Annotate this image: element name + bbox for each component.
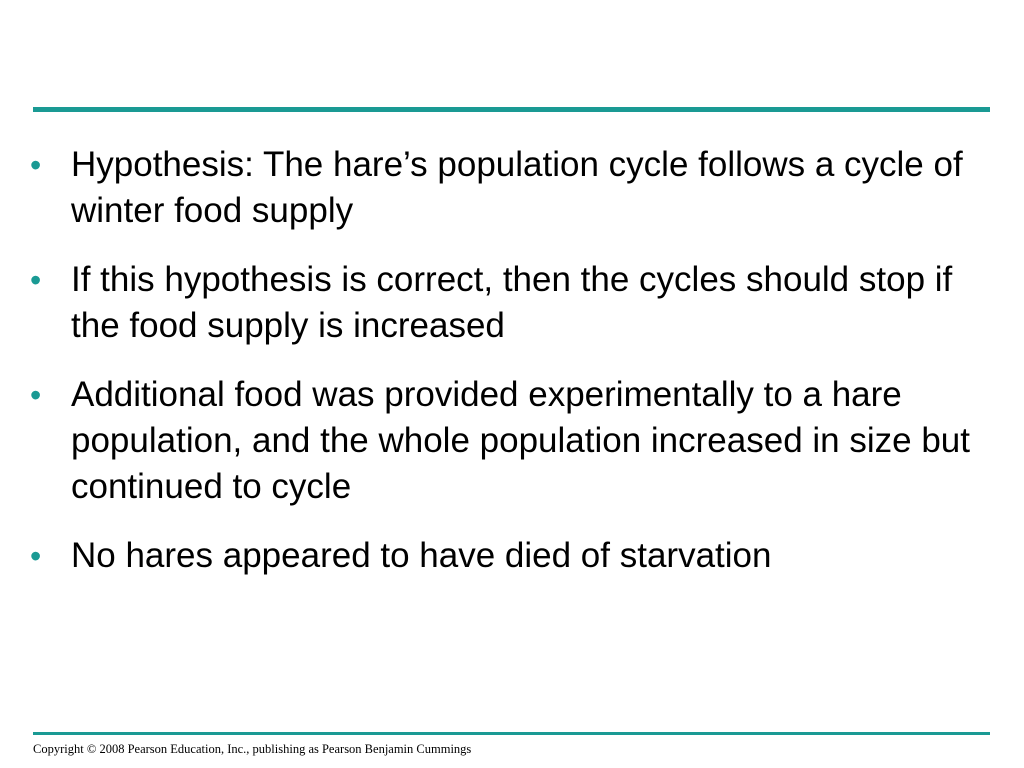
bullet-icon: • [30,377,42,413]
top-divider [33,107,990,112]
bullet-text: Additional food was provided experimentally to a hare population, and the whole population increased in size but continued to cycle [71,375,970,506]
bullet-item [30,142,990,234]
bullet-icon: • [30,538,42,574]
bottom-divider [33,732,990,735]
bullet-item [30,257,990,349]
bullet-text: No hares appeared to have died of starvation [71,536,772,575]
bullet-list [30,142,990,602]
bullet-text: If this hypothesis is correct, then the cycles should stop if the food supply is increased [71,260,953,345]
bullet-text: Hypothesis: The hare’s population cycle follows a cycle of winter food supply [71,145,963,230]
bullet-icon: • [30,262,42,298]
bullet-icon: • [30,147,42,183]
bullet-item [30,533,990,579]
bullet-item [30,372,990,510]
copyright-notice: Copyright © 2008 Pearson Education, Inc., publishing as Pearson Benjamin Cummings [33,742,472,756]
